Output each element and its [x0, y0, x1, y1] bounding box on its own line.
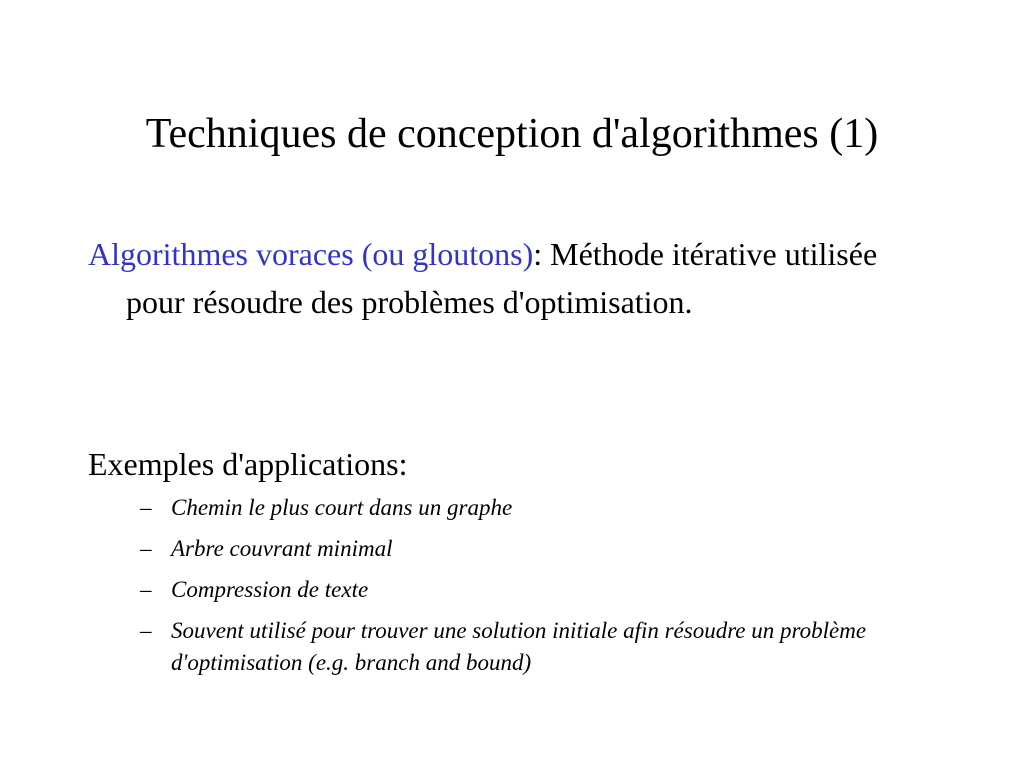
definition-text: : Méthode itérative utilisée pour résoudre des problèmes d'optimisation. [126, 236, 878, 320]
example-item [132, 492, 932, 524]
example-text: Chemin le plus court dans un graphe [171, 495, 513, 520]
dash-bullet-icon: – [140, 577, 152, 602]
dash-bullet-icon: – [140, 495, 152, 520]
example-text: Souvent utilisé pour trouver une solution initiale afin résoudre un problème d'optimisation (e.g. branch and bound) [171, 618, 867, 675]
dash-bullet-icon: – [140, 618, 152, 643]
example-item [132, 574, 932, 606]
dash-bullet-icon: – [140, 536, 152, 561]
example-text: Compression de texte [171, 577, 369, 602]
examples-heading: Exemples d'applications: [88, 446, 408, 482]
example-item [132, 533, 932, 565]
slide-title: Techniques de conception d'algorithmes (1) [145, 111, 879, 157]
definition-paragraph [88, 230, 906, 326]
example-text: Arbre couvrant minimal [171, 536, 393, 561]
definition-term: Algorithmes voraces (ou gloutons) [88, 236, 534, 272]
example-item [132, 615, 932, 679]
examples-list [132, 492, 932, 688]
